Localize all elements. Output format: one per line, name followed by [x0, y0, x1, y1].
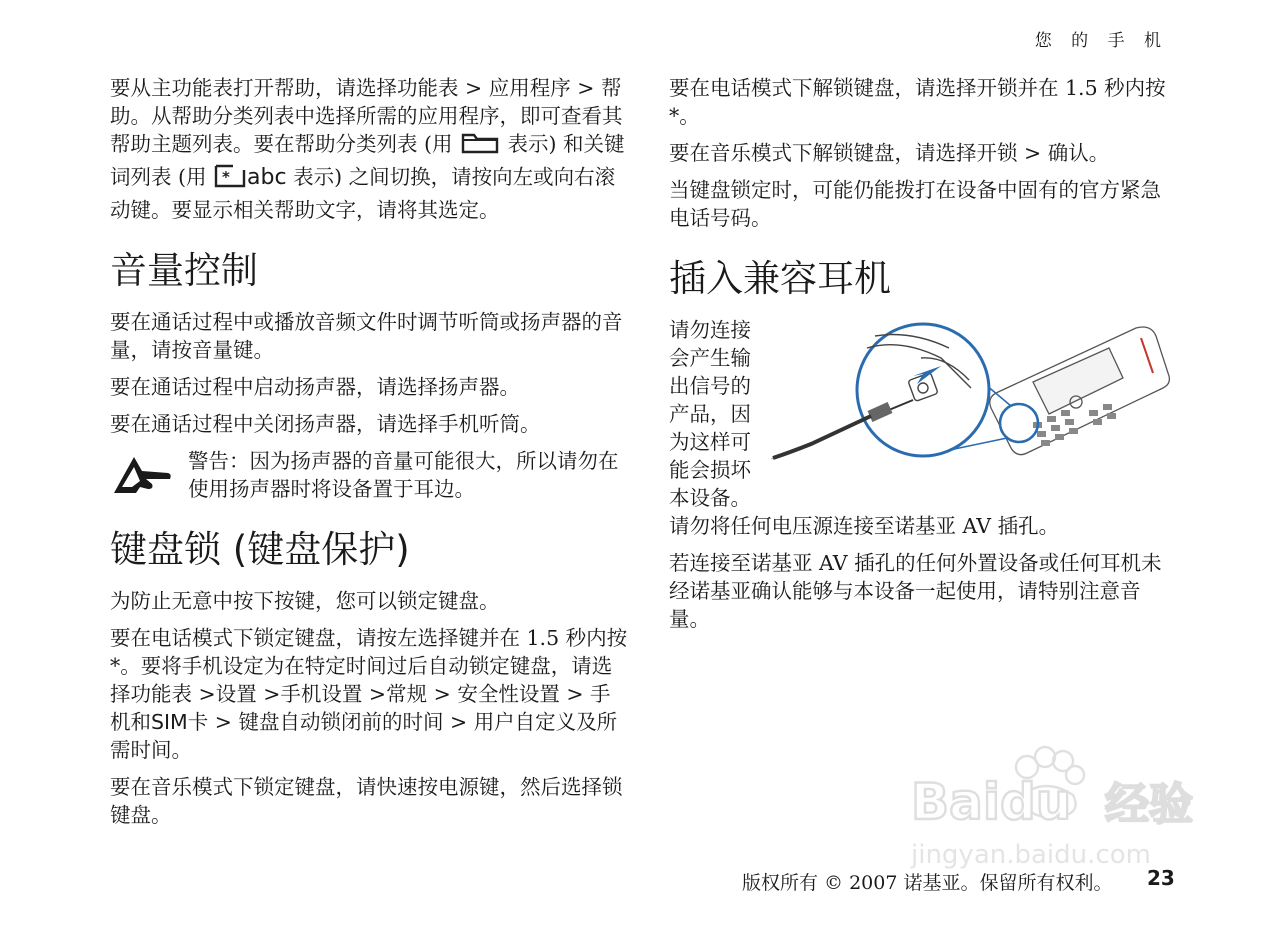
text: 。 — [1088, 141, 1110, 165]
separator: > — [192, 682, 216, 706]
keylock-intro: 为防止无意中按下按键，您可以锁定键盘。 — [110, 589, 500, 613]
headset-illustration — [771, 318, 1171, 468]
right-column — [669, 74, 1179, 642]
watermark-brand: Baidu — [911, 773, 1072, 831]
separator: > — [1017, 141, 1048, 165]
folder-icon — [459, 130, 501, 163]
text: 要在电话模式下解锁键盘，请选择 — [669, 76, 977, 100]
menu-term: 应用程序 — [488, 76, 571, 100]
headset-figure-block — [669, 316, 1179, 512]
watermark-url: jingyan.baidu.com — [911, 840, 1151, 870]
menu-term: 确认 — [1047, 141, 1089, 165]
menu-term: 功能表 — [130, 682, 192, 706]
text: 要在电话模式下锁定键盘，请按左选择键并在 1.5 秒内按 *。要将手机设定为在特定时间过后自动锁定键盘，请选择 — [110, 626, 628, 706]
text: 并在 1.5 秒内按 *。 — [669, 76, 1166, 128]
watermark-cn: 经验 — [1105, 779, 1193, 830]
warning-text — [188, 447, 630, 503]
section-heading-headset: 插入兼容耳机 — [669, 257, 891, 300]
volume-paragraph: 要在通话过程中或播放音频文件时调节听筒或扬声器的音量，请按音量键。 — [110, 310, 623, 362]
text: 要在音乐模式下锁定键盘，请快速按电源键，然后选择 — [110, 775, 602, 799]
menu-term: 扬声器 — [438, 375, 500, 399]
keyword-list-icon — [213, 163, 247, 196]
separator: > — [559, 682, 591, 706]
text: 。 — [151, 803, 172, 827]
menu-term: 功能表 — [397, 76, 459, 100]
menu-term: 手机听筒 — [438, 412, 520, 436]
section-heading-volume: 音量控制 — [110, 249, 258, 292]
warning-label: 警告： — [188, 449, 250, 473]
text: 要在音乐模式下解锁键盘，请选择 — [669, 141, 977, 165]
svg-text:*: * — [222, 168, 230, 186]
speaker-on-paragraph — [110, 373, 630, 401]
separator: > — [208, 710, 239, 734]
unlock-music-paragraph — [669, 139, 1179, 167]
keylock-paragraph — [110, 624, 630, 764]
page-number: 23 — [1147, 866, 1175, 890]
baidu-jingyan-watermark — [905, 735, 1205, 870]
text: 因为扬声器的音量可能很大，所以请勿在使用扬声器时将设备置于耳边。 — [188, 449, 619, 501]
separator: > — [458, 76, 489, 100]
abc-icon-label: abc — [247, 165, 287, 190]
left-column — [110, 74, 630, 838]
text: 。 — [499, 375, 520, 399]
text: 。从帮助分类列表中选择所需的应用程序，即可查看其帮助主题列表。要在帮助分类列表 (用 — [110, 104, 623, 156]
menu-term: 手机和SIM卡 — [110, 682, 611, 734]
voltage-warning-paragraph: 请勿将任何电压源连接至诺基亚 AV 插孔。 — [669, 514, 1060, 538]
separator: > — [256, 682, 281, 706]
menu-term: 用户自定义 — [473, 710, 577, 734]
text: 及所需时间。 — [110, 710, 618, 762]
section-heading-keylock: 键盘锁 (键盘保护) — [110, 528, 410, 571]
warning-hand-icon — [112, 451, 174, 497]
separator: > — [443, 710, 474, 734]
emergency-paragraph: 当键盘锁定时，可能仍能拨打在设备中固有的官方紧急电话号码。 — [669, 178, 1161, 230]
volume-caution-paragraph: 若连接至诺基亚 AV 插孔的任何外置设备或任何耳机未经诺基亚确认能够与本设备一起使用，请特别注意音量。 — [669, 551, 1162, 631]
text: 。 — [520, 412, 541, 436]
menu-term: 键盘自动锁闭前的时间 — [238, 710, 444, 734]
menu-term: 开锁 — [976, 76, 1018, 100]
warning-box — [110, 447, 630, 503]
text: 要在通话过程中关闭扬声器，请选择 — [110, 412, 438, 436]
menu-term: 帮助 — [110, 76, 622, 128]
separator: > — [427, 682, 458, 706]
unlock-phone-paragraph — [669, 74, 1179, 130]
menu-term: 设置 — [215, 682, 257, 706]
music-lock-paragraph — [110, 773, 630, 829]
text: 要从主功能表打开帮助，请选择 — [110, 76, 397, 100]
menu-term: 锁键盘 — [110, 775, 623, 827]
text: 表示) 和关键词列表 (用 — [110, 132, 625, 189]
text: 要在通话过程中启动扬声器，请选择 — [110, 375, 438, 399]
copyright-footer: 版权所有 © 2007 诺基亚。保留所有权利。 — [742, 872, 1113, 894]
menu-term: 手机设置 — [280, 682, 363, 706]
headset-caution-text: 请勿连接会产生输出信号的产品，因为这样可能会损坏本设备。 — [669, 318, 751, 510]
help-paragraph — [110, 74, 630, 224]
menu-term: 开锁 — [976, 141, 1018, 165]
menu-term: 安全性设置 — [457, 682, 560, 706]
speaker-off-paragraph — [110, 410, 630, 438]
running-header: 您 的 手 机 — [1034, 31, 1168, 51]
separator: > — [362, 682, 387, 706]
separator: > — [570, 76, 601, 100]
text: 表示) 之间切换，请按向左或向右滚动键。要显示相关帮助文字，请将其选定。 — [110, 165, 616, 222]
menu-term: 常规 — [386, 682, 428, 706]
